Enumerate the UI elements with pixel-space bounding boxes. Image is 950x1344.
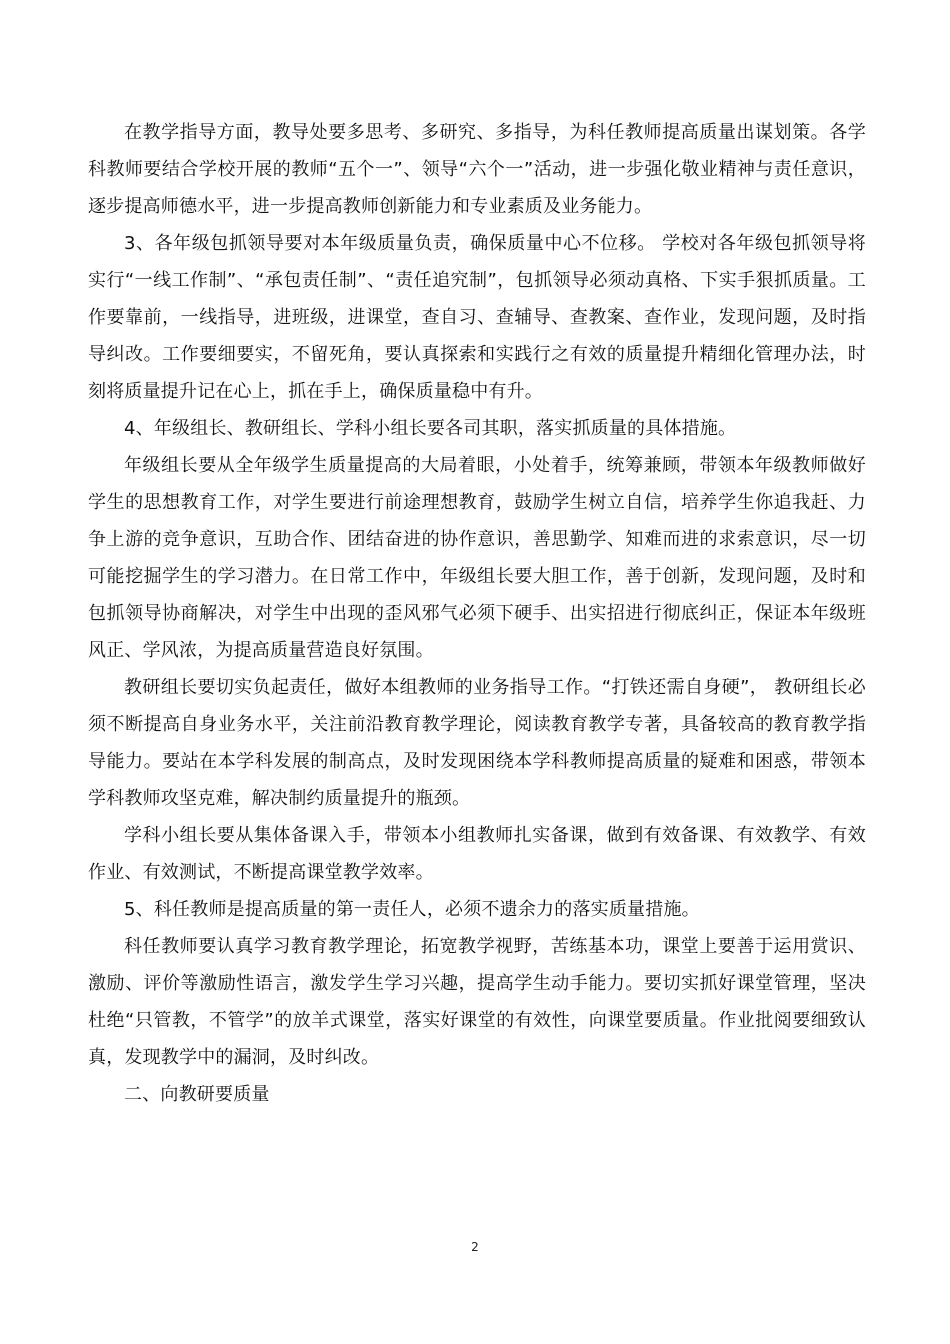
- section-heading-research-quality: 二、向教研要质量: [124, 1084, 270, 1105]
- paragraph-item-5-subject-teachers: 5、科任教师是提高质量的第一责任人，必须不遗余力的落实质量措施。: [124, 899, 700, 920]
- paragraph-item-3-grade-leaders: 3、各年级包抓领导要对本年级质量负责，确保质量中心不位移。 学校对各年级包抓领导将实行“一线工作制”、“承包责任制”、“责任追究制”，包抓领导必须动真格、下实手狠抓质量。工作要靠前，一线指导，进班级，进课堂，查自习、查辅导、查教案、查作业，发现问题，及时指导纠改。工作要细要实，不留死角，要认真探索和实践行之有效的质量提升精细化管理办法，时刻将质量提升记在心上，抓在手上，确保质量稳中有升。: [88, 233, 866, 402]
- paragraph-subject-group-leader: 学科小组长要从集体备课入手，带领本小组教师扎实备课，做到有效备课、有效教学、有效作业、有效测试，不断提高课堂教学效率。: [88, 825, 866, 883]
- page-number: 2: [471, 1240, 479, 1254]
- paragraph-item-4-group-leaders: 4、年级组长、教研组长、学科小组长要各司其职，落实抓质量的具体措施。: [124, 418, 737, 439]
- paragraph-teaching-research-leader: 教研组长要切实负起责任，做好本组教师的业务指导工作。“打铁还需自身硬”， 教研组长必须不断提高自身业务水平，关注前沿教育教学理论，阅读教育教学专著，具备较高的教育教学指导能力。要站在本学科发展的制高点，及时发现困绕本学科教师提高质量的疑难和困惑，带领本学科教师攻坚克难，解决制约质量提升的瓶颈。: [88, 677, 866, 809]
- paragraph-subject-teacher-duties: 科任教师要认真学习教育教学理论，拓宽教学视野，苦练基本功，课堂上要善于运用赏识、激励、评价等激励性语言，激发学生学习兴趣，提高学生动手能力。要切实抓好课堂管理，坚决杜绝“只管教，不管学”的放羊式课堂，落实好课堂的有效性，向课堂要质量。作业批阅要细致认真，发现教学中的漏洞，及时纠改。: [88, 936, 866, 1068]
- paragraph-grade-group-leader: 年级组长要从全年级学生质量提高的大局着眼，小处着手，统筹兼顾，带领本年级教师做好学生的思想教育工作，对学生要进行前途理想教育，鼓励学生树立自信，培养学生你追我赶、力争上游的竞争意识，互助合作、团结奋进的协作意识，善思勤学、知难而进的求索意识，尽一切可能挖掘学生的学习潜力。在日常工作中，年级组长要大胆工作，善于创新，发现问题，及时和包抓领导协商解决，对学生中出现的歪风邪气必须下硬手、出实招进行彻底纠正，保证本年级班风正、学风浓，为提高质量营造良好氛围。: [88, 455, 866, 661]
- paragraph-teaching-guidance: 在教学指导方面，教导处要多思考、多研究、多指导，为科任教师提高质量出谋划策。各学科教师要结合学校开展的教师“五个一”、领导“六个一”活动，进一步强化敬业精神与责任意识，逐步提高师德水平，进一步提高教师创新能力和专业素质及业务能力。: [88, 122, 866, 217]
- document-body: [88, 114, 866, 1113]
